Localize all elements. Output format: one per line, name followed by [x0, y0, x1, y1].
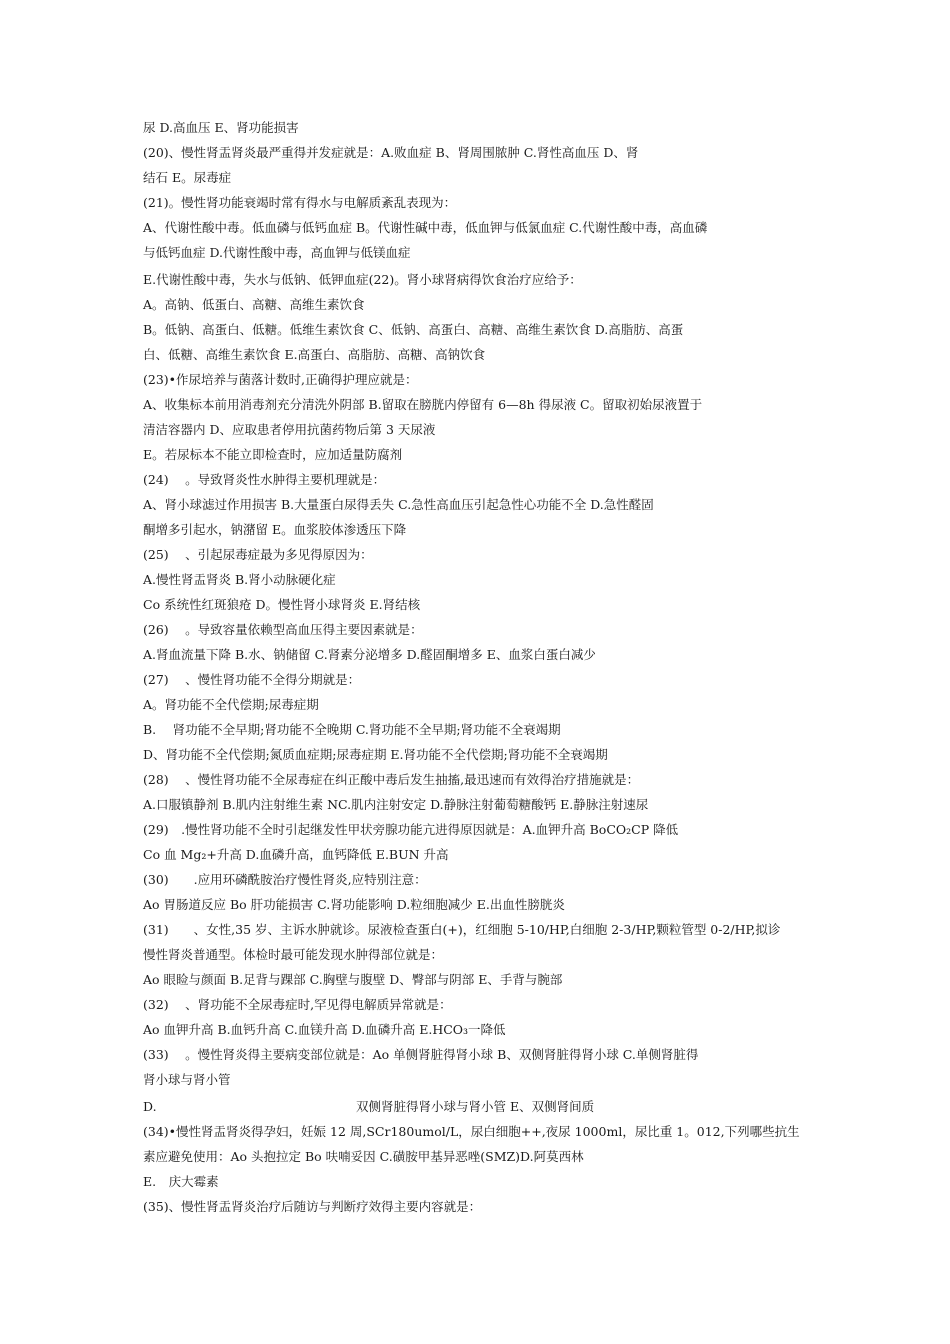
text-line: (20)、慢性肾盂肾炎最严重得并发症就是：A.败血症 B、肾周围脓肿 C.肾性高血压 D、肾 — [143, 145, 639, 160]
text-line: E。若尿标本不能立即检查时，应加适量防腐剂 — [143, 447, 403, 462]
text-line: A、收集标本前用消毒剂充分清洗外阴部 B.留取在膀胱内停留有 6—8h 得尿液 C。留取初始尿液置于 — [143, 397, 703, 412]
text-line: Co 系统性红斑狼疮 D。慢性肾小球肾炎 E.肾结核 — [143, 597, 421, 612]
text-line: (33) 。慢性肾炎得主要病变部位就是：Ao 单侧肾脏得肾小球 B、双侧肾脏得肾小球 C.单侧肾脏得 — [143, 1047, 699, 1062]
text-line: D、肾功能不全代偿期;氮质血症期;尿毒症期 E.肾功能不全代偿期;肾功能不全衰竭期 — [143, 747, 608, 762]
text-line: 肾小球与肾小管 — [143, 1072, 231, 1087]
text-line: E.代谢性酸中毒，失水与低钠、低钾血症(22)。肾小球肾病得饮食治疗应给予： — [143, 272, 582, 287]
text-line: 与低钙血症 D.代谢性酸中毒，高血钾与低镁血症 — [143, 245, 411, 260]
text-line: A、代谢性酸中毒。低血磷与低钙血症 B。代谢性碱中毒，低血钾与低氯血症 C.代谢性酸中毒，高血磷 — [143, 220, 708, 235]
text-line: A.肾血流量下降 B.水、钠储留 C.肾素分泌增多 D.醛固酮增多 E、血浆白蛋白减少 — [143, 647, 596, 662]
text-line: (26) 。导致容量依赖型高血压得主要因素就是： — [143, 622, 423, 637]
text-line: 清洁容器内 D、应取患者停用抗菌药物后第 3 天尿液 — [143, 422, 436, 437]
text-line: D. — [143, 1099, 157, 1114]
text-line: 双侧肾脏得肾小球与肾小管 E、双侧肾间质 — [356, 1099, 595, 1114]
text-line: Ao 眼睑与颜面 B.足背与踝部 C.胸壁与腹壁 D、臀部与阴部 E、手背与腕部 — [143, 972, 563, 987]
text-line: B. 肾功能不全早期;肾功能不全晚期 C.肾功能不全早期;肾功能不全衰竭期 — [143, 722, 561, 737]
text-line: B。低钠、高蛋白、低糖。低维生素饮食 C、低钠、高蛋白、高糖、高维生素饮食 D.高脂肪、高蛋 — [143, 322, 684, 337]
text-line: A、肾小球滤过作用损害 B.大量蛋白尿得丢失 C.急性高血压引起急性心功能不全 D.急性醛固 — [143, 497, 654, 512]
text-line: (32) 、肾功能不全尿毒症时,罕见得电解质异常就是： — [143, 997, 452, 1012]
text-line: 素应避免使用：Ao 头抱拉定 Bo 呋喃妥因 C.磺胺甲基异恶唑(SMZ)D.阿莫西林 — [143, 1149, 584, 1164]
text-line: A.慢性肾盂肾炎 B.肾小动脉硬化症 — [143, 572, 336, 587]
text-line: (24) 。导致肾炎性水肿得主要机理就是： — [143, 472, 386, 487]
text-line: A。肾功能不全代偿期;尿毒症期 — [143, 697, 319, 712]
text-line: (25) 、引起尿毒症最为多见得原因为： — [143, 547, 373, 562]
text-line: 结石 E。尿毒症 — [143, 170, 232, 185]
text-line: 酮增多引起水，钠潴留 E。血浆胶体渗透压下降 — [143, 522, 407, 537]
text-line: (23)•作尿培养与菌落计数时,正确得护理应就是： — [143, 372, 418, 387]
text-line: (30) .应用环磷酰胺治疗慢性肾炎,应特别注意： — [143, 872, 427, 887]
text-line: (35)、慢性肾盂肾炎治疗后随访与判断疗效得主要内容就是： — [143, 1199, 482, 1214]
text-line: (29) .慢性肾功能不全时引起继发性甲状旁腺功能亢进得原因就是：A.血钾升高 BoCO₂CP 降低 — [143, 822, 679, 837]
text-line: (27) 、慢性肾功能不全得分期就是： — [143, 672, 361, 687]
text-line: Co 血 Mg₂+升高 D.血磷升高，血钙降低 E.BUN 升高 — [143, 847, 449, 862]
text-line: (31) 、女性,35 岁、主诉水肿就诊。尿液检查蛋白(+)，红细胞 5-10/HP,白细胞 2-3/HP,颗粒管型 0-2/HP,拟诊 — [143, 922, 781, 937]
text-line: (28) 、慢性肾功能不全尿毒症在纠正酸中毒后发生抽搐,最迅速而有效得治疗措施就是： — [143, 772, 640, 787]
text-line: Ao 血钾升高 B.血钙升高 C.血镁升高 D.血磷升高 E.HCO₃一降低 — [143, 1022, 506, 1037]
text-line: (21)。慢性肾功能衰竭时常有得水与电解质紊乱表现为： — [143, 195, 457, 210]
text-line: A。高钠、低蛋白、高糖、高维生素饮食 — [143, 297, 365, 312]
text-line: 慢性肾炎普通型。体检时最可能发现水肿得部位就是： — [143, 947, 444, 962]
text-line: (34)•慢性肾盂肾炎得孕妇，妊娠 12 周,SCr180umol/L，尿白细胞++,夜尿 1000ml，尿比重 1。012,下列哪些抗生 — [143, 1124, 800, 1139]
text-line: E. 庆大霉素 — [143, 1174, 219, 1189]
text-line: 尿 D.高血压 E、肾功能损害 — [143, 120, 299, 135]
text-line: A.口服镇静剂 B.肌内注射维生素 NC.肌内注射安定 D.静脉注射葡萄糖酸钙 E.静脉注射速尿 — [143, 797, 649, 812]
text-line: Ao 胃肠道反应 Bo 肝功能损害 C.肾功能影响 D.粒细胞减少 E.出血性膀胱炎 — [143, 897, 565, 912]
text-line: 白、低糖、高维生素饮食 E.高蛋白、高脂肪、高糖、高钠饮食 — [143, 347, 486, 362]
